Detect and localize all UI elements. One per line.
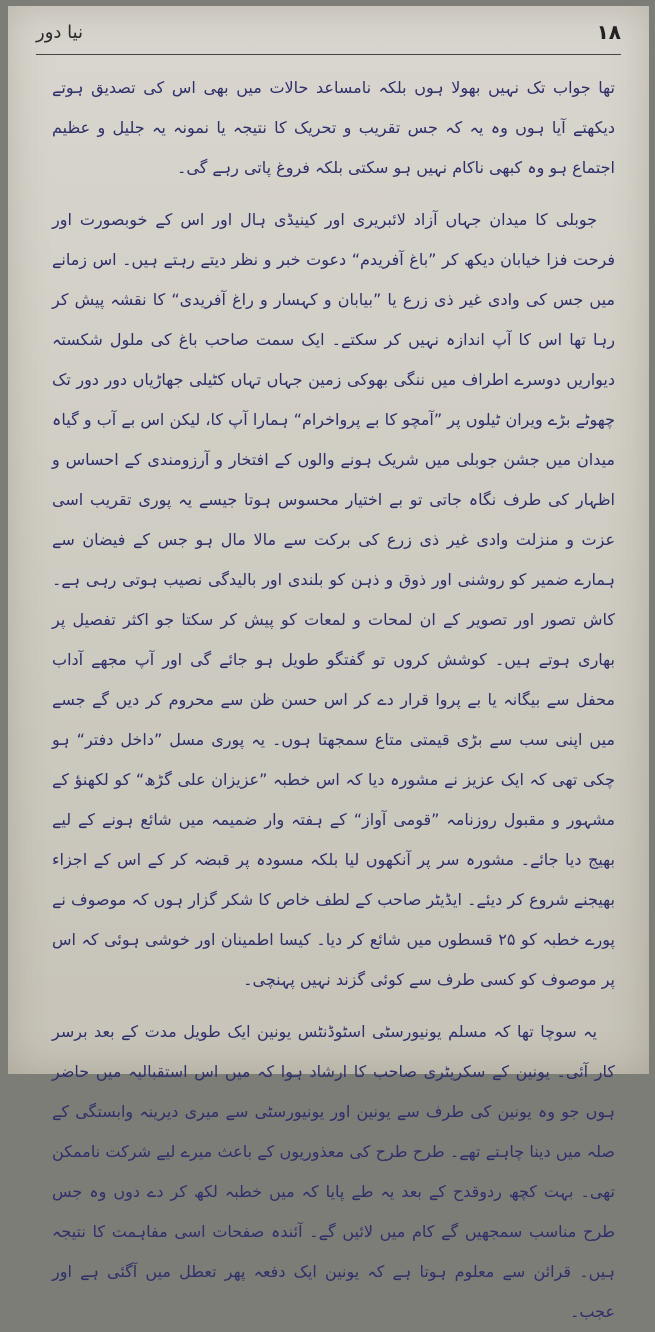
page-number: ۱۸ <box>596 20 621 44</box>
paragraph-3: یہ سوچا تھا کہ مسلم یونیورسٹی اسٹوڈنٹس یونین ایک طویل مدت کے بعد برسر کار آئی۔ یونین کے سکریٹری صاحب کا ارشاد ہوا کہ میں اس استقبالیہ میں حاضر ہوں جو وہ یونین کی طرف سے یونین اور یونیورسٹی سے میری دیرینہ وابستگی کے صلہ میں دینا چاہتے تھے۔ طرح طرح کی معذوریوں کے باعث میرے لیے شرکت ناممکن تھی۔ بہت کچھ ردوقدح کے بعد یہ طے پایا کہ میں خطبہ لکھ کر دے دوں وہ جس طرح مناسب سمجھیں گے کام میں لائیں گے۔ آئندہ صفحات اسی مفاہمت کا نتیجہ ہیں۔ قرائن سے معلوم ہوتا ہے کہ یونین ایک دفعہ پھر تعطل میں آگئی ہے اور عجب۔ <box>52 1022 616 1321</box>
running-title: نیا دور <box>36 22 84 43</box>
paragraph-1: تھا جواب تک نہیں بھولا ہوں بلکہ نامساعد حالات میں بھی اس کی تصدیق ہوتے دیکھتے آیا ہوں وہ یہ کہ جس تقریب و تحریک کا نتیجہ یا نمونہ یہ جلیل و عظیم اجتماع ہو وہ کبھی ناکام نہیں ہو سکتی بلکہ فروغ پاتی رہے گی۔ <box>52 78 615 177</box>
paragraph-2: جوبلی کا میدان جہاں آزاد لائبریری اور کینیڈی ہال اور اس کے خوبصورت اور فرحت فزا خیابان دیکھ کر ”باغ آفریدم“ دعوت خبر و نظر دیتے رہتے ہیں۔ اس زمانے میں جس کی وادی غیر ذی زرع یا ”بیابان و کہسار و راغ آفریدی“ کا نقشہ پیش کر رہا تھا اس کا آپ اندازہ نہیں کر سکتے۔ ایک سمت صاحب باغ کی ملول شکستہ دیواریں دوسرے اطراف میں ننگی بھوکی زمین جہاں تہاں کٹیلی جھاڑیاں دور دور تک چھوٹے بڑے ویران ٹیلوں پر ”آمچو کا بے پرواخرام“ ہمارا آپ کا، لیکن اس بے آب و گیاہ میدان میں جشن جوبلی میں شریک ہونے والوں کے افتخار و آرزومندی کے احساس و اظہار کی طرف نگاہ جاتی تو بے اختیار محسوس ہوتا جیسے یہ پوری تقریب اسی عزت و منزلت وادی غیر ذی زرع کی برکت سے مالا مال ہو جس کے فیضان سے ہمارے ضمیر کو روشنی اور ذوق و ذہن کو بلندی اور بالیدگی نصیب ہوتی رہی ہے۔ کاش تصور اور تصویر کے ان لمحات و لمعات کو پیش کر سکتا جو اکثر تفصیل پر بھاری ہوتے ہیں۔ کوشش کروں تو گفتگو طویل ہو جائے گی اور آپ مجھے آداب محفل سے بیگانہ یا بے پروا قرار دے کر اس حسن ظن سے محروم کر دیں گے جسے میں اپنی سب سے بڑی قیمتی متاع سمجھتا ہوں۔ یہ پوری مسل ”داخل دفتر“ ہو چکی تھی کہ ایک عزیز نے مشورہ دیا کہ اس خطبہ ”عزیزان علی گڑھ“ کو لکھنؤ کے مشہور و مقبول روزنامہ ”قومی آواز“ کے ہفتہ وار ضمیمہ میں شائع ہونے کے لیے بھیج دیا جائے۔ مشورہ سر پر آنکھوں لیا بلکہ مسودہ پر قبضہ کر کے اس کے اجزاء بھیجنے شروع کر دیئے۔ ایڈیٹر صاحب کے لطف خاص کا شکر گزار ہوں کہ موصوف نے پورے خطبہ کو ۲۵ قسطوں میں شائع کر دیا۔ کیسا اطمینان اور خوشی ہوئی کہ اس پر موصوف کو کسی طرف سے کوئی گزند نہیں پہنچی۔ <box>52 210 615 989</box>
page-header <box>36 20 621 55</box>
scanned-page <box>8 6 649 1321</box>
body-text <box>52 68 616 1321</box>
